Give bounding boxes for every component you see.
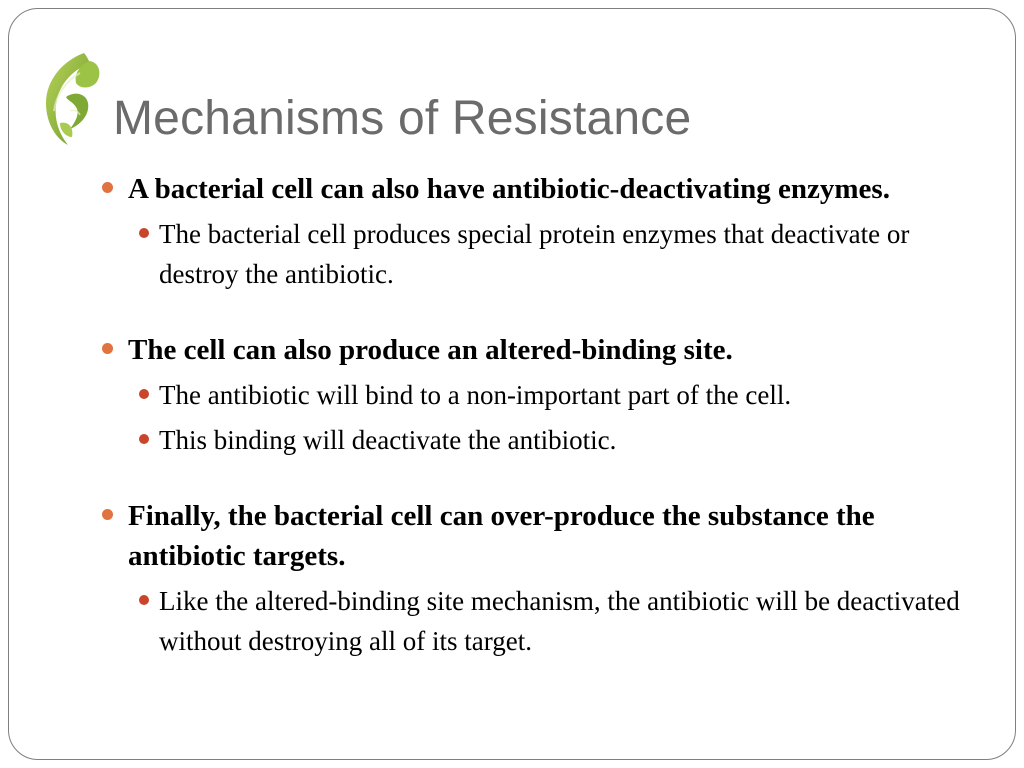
- bullet-item: [99, 169, 979, 209]
- sub-bullet-item: [99, 420, 979, 460]
- bullet-text: The cell can also produce an altered-binding site.: [128, 334, 733, 366]
- sub-bullet-dot: [139, 434, 149, 444]
- bullet-text: Finally, the bacterial cell can over-produce the substance the antibiotic targets.: [128, 500, 875, 572]
- sub-bullet-text: The bacterial cell produces special protein enzymes that deactivate or destroy the antibiotic.: [159, 219, 910, 289]
- leaf-logo-icon: [40, 51, 102, 147]
- slide-title: Mechanisms of Resistance: [113, 92, 692, 145]
- bullet-dot: [102, 343, 113, 354]
- slide-frame: [8, 8, 1016, 760]
- bullet-list: [99, 169, 979, 661]
- bullet-dot: [102, 509, 113, 520]
- sub-bullet-item: [99, 375, 979, 415]
- sub-bullet-text: The antibiotic will bind to a non-important part of the cell.: [159, 380, 792, 410]
- sub-bullet-item: [99, 581, 979, 661]
- bullet-item: [99, 330, 979, 370]
- sub-bullet-dot: [139, 228, 149, 238]
- sub-bullet-text: This binding will deactivate the antibiotic.: [159, 425, 617, 455]
- bullet-text: A bacterial cell can also have antibiotic-deactivating enzymes.: [128, 173, 890, 205]
- sub-bullet-text: Like the altered-binding site mechanism, the antibiotic will be deactivated without destroying all of its target.: [159, 586, 960, 656]
- sub-bullet-dot: [139, 389, 149, 399]
- sub-bullet-item: [99, 214, 979, 294]
- bullet-item: [99, 496, 979, 576]
- sub-bullet-dot: [139, 595, 149, 605]
- bullet-dot: [102, 182, 113, 193]
